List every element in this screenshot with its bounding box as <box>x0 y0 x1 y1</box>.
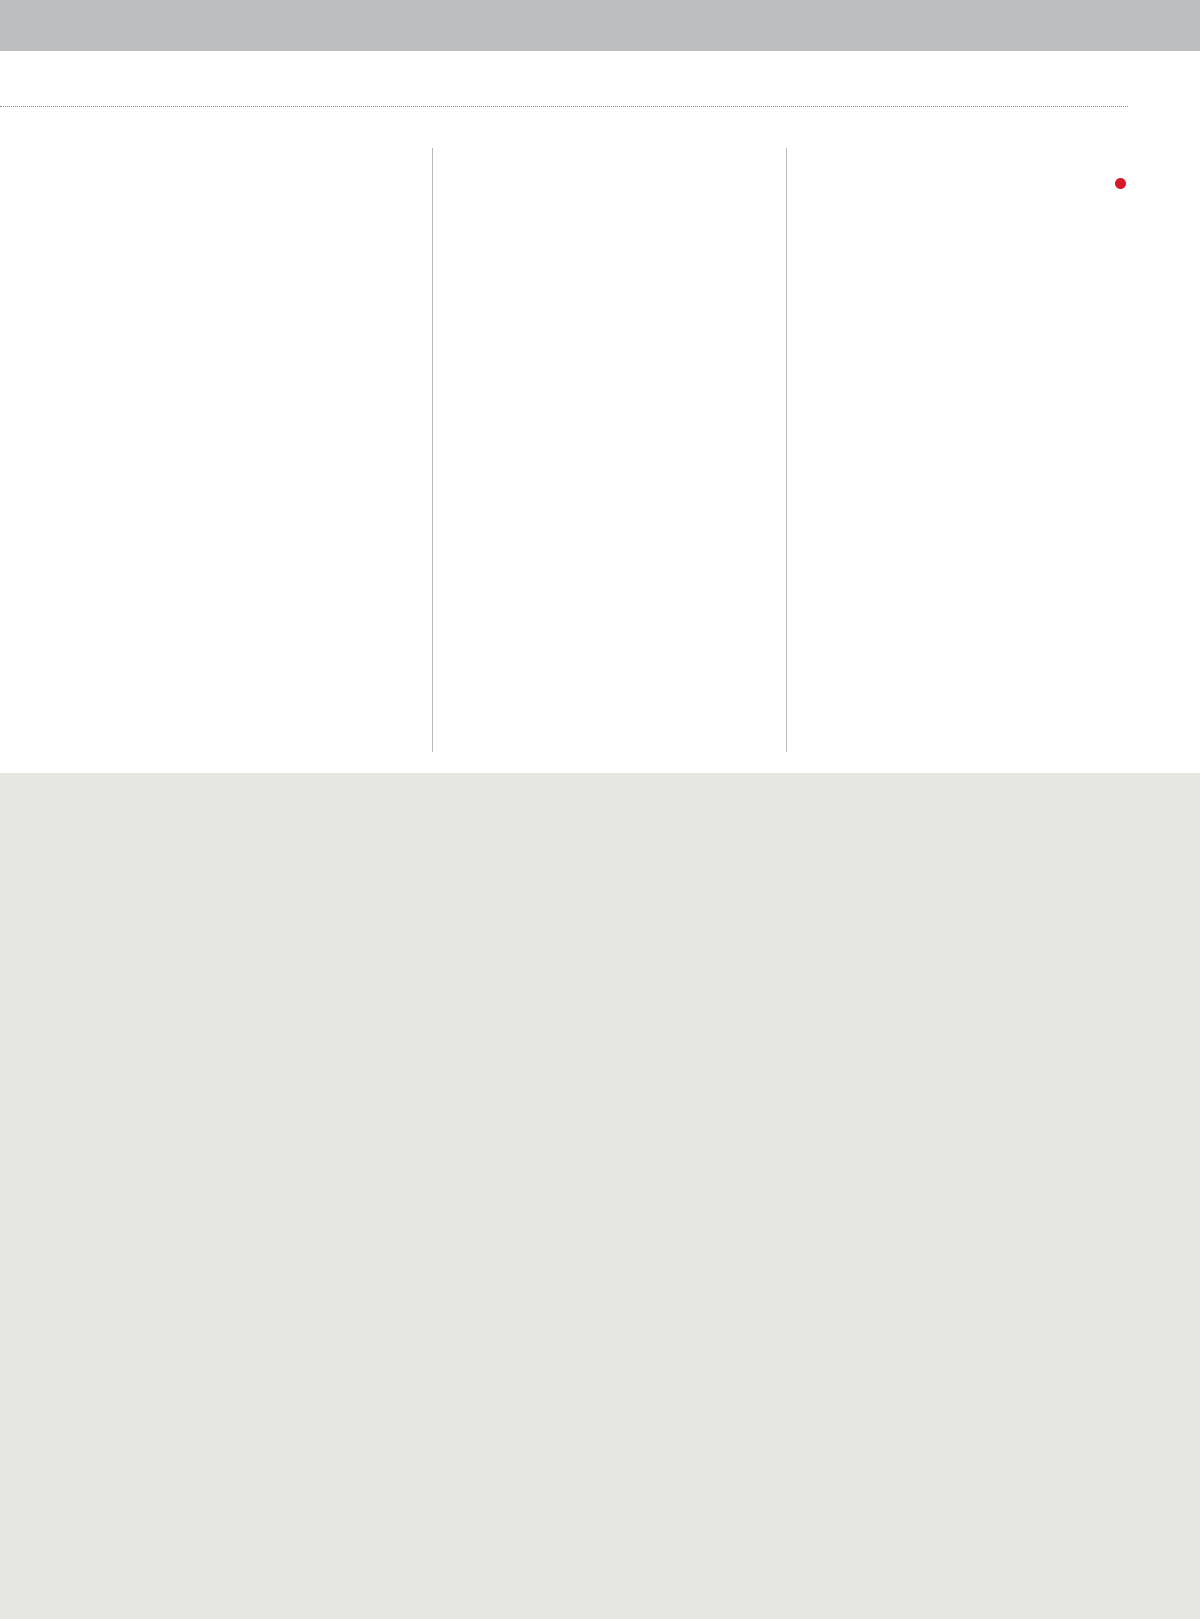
column-divider <box>432 148 433 752</box>
article-column-2 <box>444 150 774 172</box>
article-column-3 <box>798 150 1128 172</box>
column-divider <box>786 148 787 752</box>
end-mark-icon <box>1115 178 1126 189</box>
promo-panel <box>0 773 1200 1619</box>
top-band <box>0 0 1200 51</box>
header-rule <box>0 106 1128 107</box>
